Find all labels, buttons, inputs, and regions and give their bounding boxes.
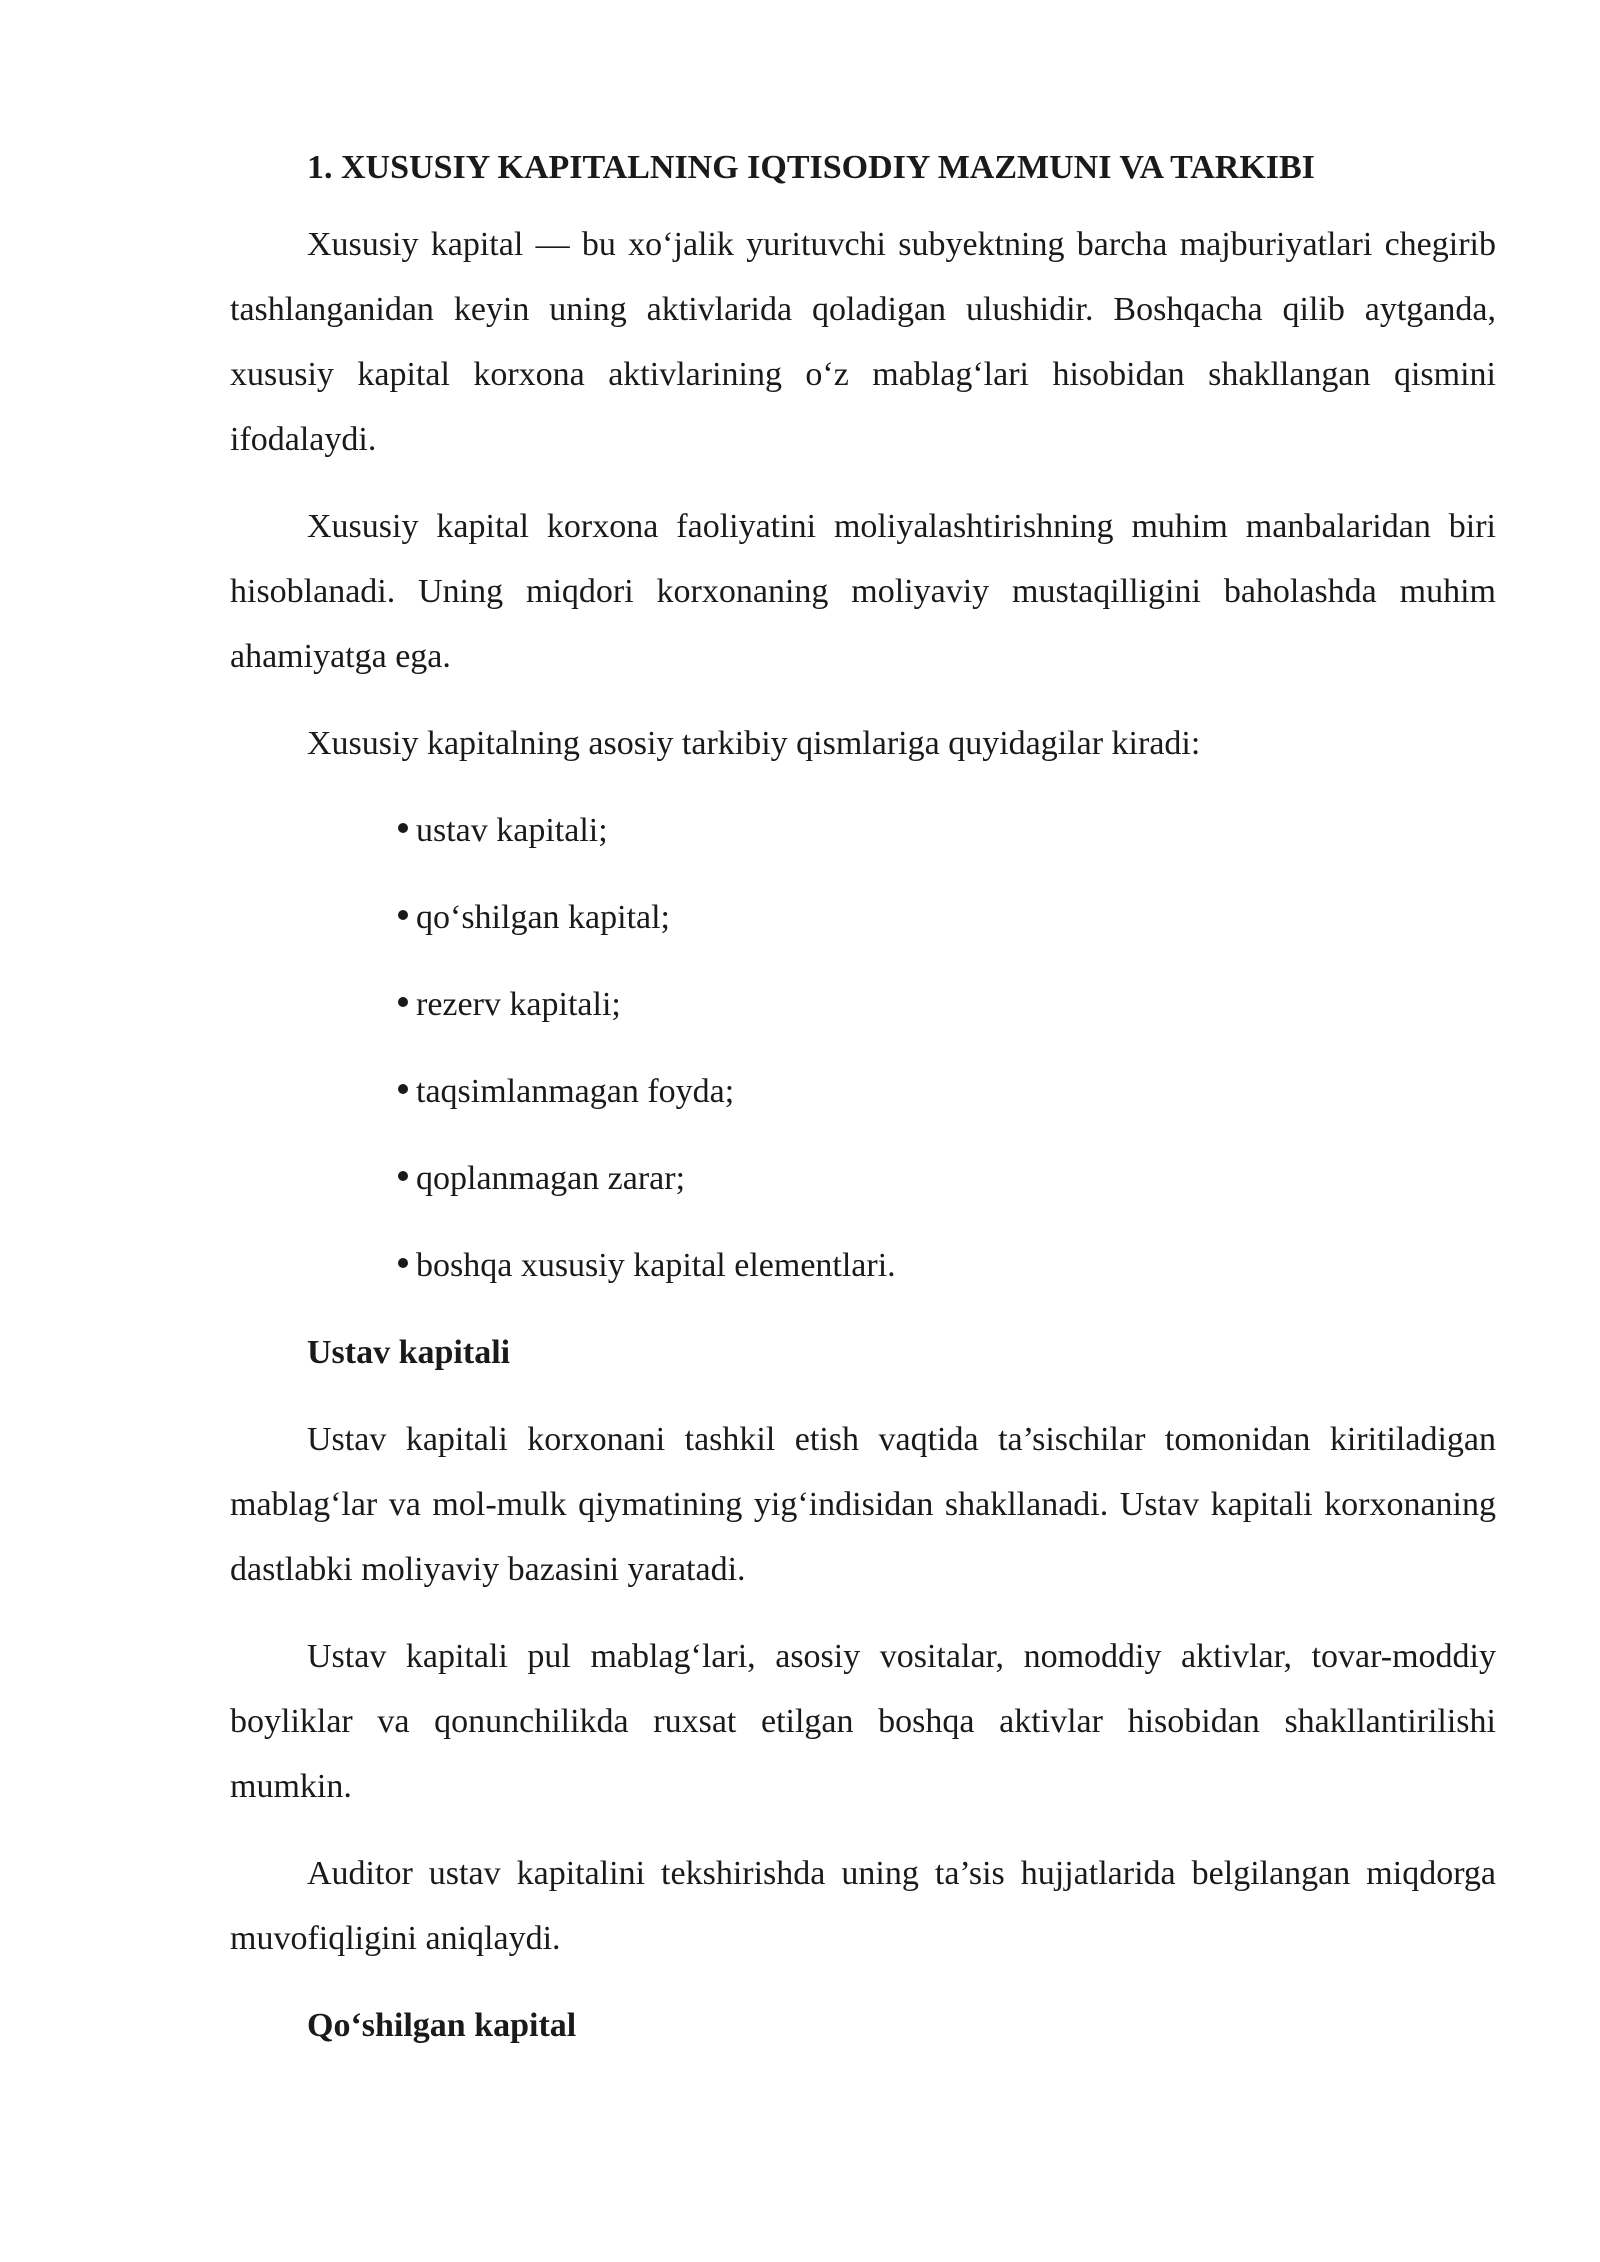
section-heading-qoshilgan-kapital: Qo‘shilgan kapital bbox=[307, 2007, 577, 2045]
document-title: 1. XUSUSIY KAPITALNING IQTISODIY MAZMUNI VA TARKIBI bbox=[307, 149, 1315, 186]
list-item-text: qo‘shilgan kapital; bbox=[416, 899, 671, 937]
document-body bbox=[230, 146, 1496, 2080]
paragraph-ustav-sources: Ustav kapitali pul mablag‘lari, asosiy vositalar, nomoddiy aktivlar, tovar-moddiy boyliklar va qonunchilikda ruxsat etilgan boshqa aktivlar hisobidan shakllantirilishi mumkin. bbox=[230, 1638, 1496, 1806]
bullet-icon bbox=[398, 823, 408, 833]
paragraph-ustav-audit: Auditor ustav kapitalini tekshirishda uning ta’sis hujjatlarida belgilangan miqdorga muvofiqligini aniqlaydi. bbox=[230, 1855, 1496, 1958]
bullet-icon bbox=[398, 997, 408, 1007]
components-list bbox=[230, 798, 1496, 1298]
bullet-icon bbox=[398, 1171, 408, 1181]
list-item-text: ustav kapitali; bbox=[416, 812, 608, 850]
list-item bbox=[398, 885, 1496, 950]
bullet-icon bbox=[398, 910, 408, 920]
paragraph-definition: Xususiy kapital — bu xo‘jalik yurituvchi subyektning barcha majburiyatlari chegirib tashlanganidan keyin uning aktivlarida qoladigan ulushidir. Boshqacha qilib aytganda, xususiy kapital korxona aktivlarining o‘z mablag‘lari hisobidan shakllangan qismini ifodalaydi. bbox=[230, 226, 1496, 459]
list-item-text: boshqa xususiy kapital elementlari. bbox=[416, 1247, 896, 1285]
paragraph-ustav-formation: Ustav kapitali korxonani tashkil etish vaqtida ta’sischilar tomonidan kiritiladigan mablag‘lar va mol-mulk qiymatining yig‘indisidan shakllanadi. Ustav kapitali korxonaning dastlabki moliyaviy bazasini yaratadi. bbox=[230, 1421, 1496, 1589]
list-item-text: rezerv kapitali; bbox=[416, 986, 621, 1024]
list-item bbox=[398, 972, 1496, 1037]
list-item-text: qoplanmagan zarar; bbox=[416, 1160, 686, 1198]
section-heading-ustav-kapitali: Ustav kapitali bbox=[307, 1334, 511, 1372]
bullet-icon bbox=[398, 1084, 408, 1094]
list-item bbox=[398, 1146, 1496, 1211]
list-item bbox=[398, 1059, 1496, 1124]
list-item-text: taqsimlanmagan foyda; bbox=[416, 1073, 735, 1111]
list-item bbox=[398, 1233, 1496, 1298]
list-item bbox=[398, 798, 1496, 863]
paragraph-financing-source: Xususiy kapital korxona faoliyatini moliyalashtirishning muhim manbalaridan biri hisoblanadi. Uning miqdori korxonaning moliyaviy mustaqilligini baholashda muhim ahamiyatga ega. bbox=[230, 508, 1496, 676]
bullet-icon bbox=[398, 1258, 408, 1268]
paragraph-components-intro: Xususiy kapitalning asosiy tarkibiy qismlariga quyidagilar kiradi: bbox=[307, 725, 1201, 763]
